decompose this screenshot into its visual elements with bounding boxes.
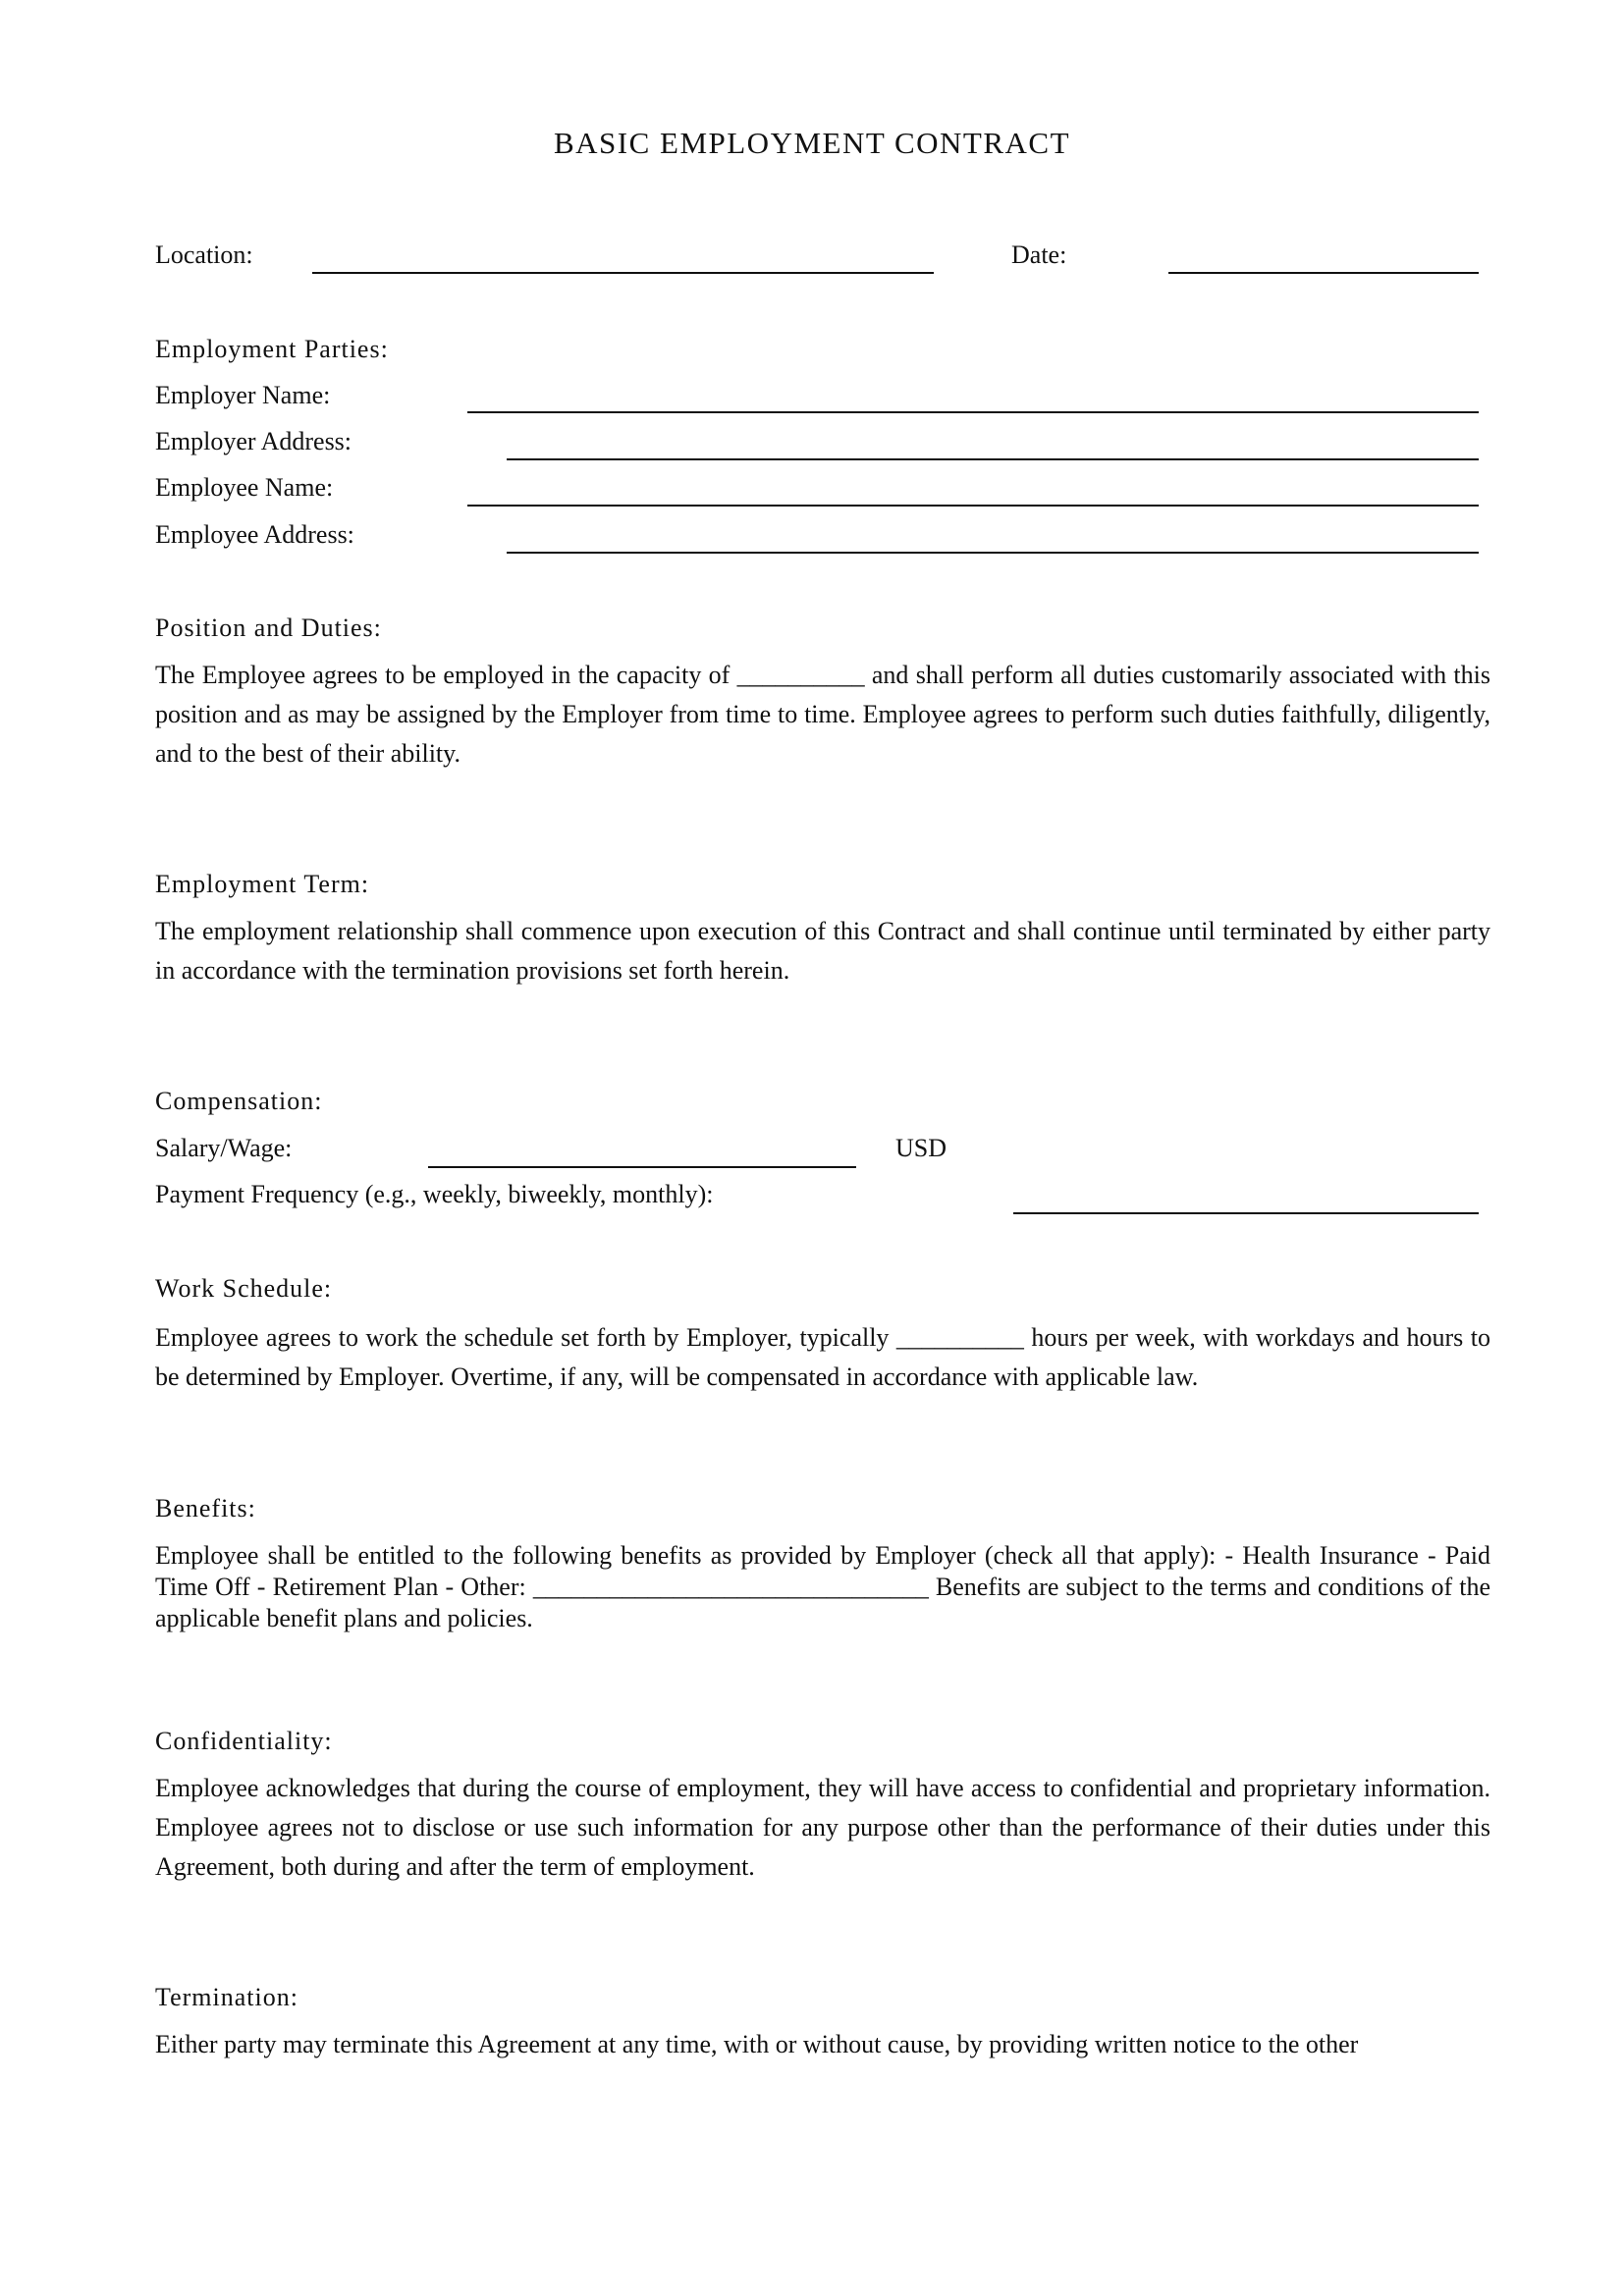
termination-heading: Termination: xyxy=(155,1983,298,2011)
term-text: The employment relationship shall commence upon execution of this Contract and shall continue until terminated by either party in accordance with the termination provisions set forth herein. xyxy=(155,917,1490,985)
employer-name-field-line[interactable] xyxy=(467,411,1479,413)
salary-field-line[interactable] xyxy=(428,1166,856,1168)
termination-text: Either party may terminate this Agreement at any time, with or without cause, by providing written notice to the other xyxy=(155,2030,1359,2058)
confidentiality-text: Employee acknowledges that during the course of employment, they will have access to confidential and proprietary information. Employee agrees not to disclose or use such information for any purpose other than the performance of their duties under this Agreement, both during and after the term of employment. xyxy=(155,1774,1490,1881)
employee-name-label: Employee Name: xyxy=(155,473,334,502)
payment-frequency-field-line[interactable] xyxy=(1013,1212,1479,1214)
location-label: Location: xyxy=(155,240,253,269)
schedule-text: Employee agrees to work the schedule set forth by Employer, typically __________ hours per week, with workdays and hours to be determined by Employer. Overtime, if any, will be compensated in accordance with applicable law. xyxy=(155,1323,1490,1391)
position-text: The Employee agrees to be employed in the capacity of __________ and shall perform all duties customarily associated with this position and as may be assigned by the Employer from time to time. Employee agrees to perform such duties faithfully, diligently, and to the best of their ability. xyxy=(155,661,1490,768)
compensation-heading: Compensation: xyxy=(155,1087,323,1115)
employee-name-field-line[interactable] xyxy=(467,505,1479,507)
employer-name-label: Employer Name: xyxy=(155,381,331,409)
parties-heading: Employment Parties: xyxy=(155,335,389,363)
payment-frequency-label: Payment Frequency (e.g., weekly, biweekly, monthly): xyxy=(155,1180,714,1208)
employee-address-label: Employee Address: xyxy=(155,520,354,549)
currency-label: USD xyxy=(895,1134,947,1162)
employee-address-field-line[interactable] xyxy=(507,552,1479,554)
schedule-heading: Work Schedule: xyxy=(155,1274,333,1303)
term-heading: Employment Term: xyxy=(155,870,370,898)
date-label: Date: xyxy=(1011,240,1067,269)
salary-label: Salary/Wage: xyxy=(155,1134,293,1162)
position-heading: Position and Duties: xyxy=(155,614,382,642)
date-field-line[interactable] xyxy=(1168,272,1479,274)
location-field-line[interactable] xyxy=(312,272,934,274)
benefits-text: Employee shall be entitled to the following benefits as provided by Employer (check all that apply): - Health Insurance - Paid Time Off - Retirement Plan - Other: _______________________________ Benefits are subject to the terms and conditions of the applicable benefit plans and policies. xyxy=(155,1541,1490,1632)
benefits-heading: Benefits: xyxy=(155,1494,256,1522)
employer-address-field-line[interactable] xyxy=(507,458,1479,460)
document-title: BASIC EMPLOYMENT CONTRACT xyxy=(553,126,1071,160)
confidentiality-heading: Confidentiality: xyxy=(155,1727,333,1755)
employer-address-label: Employer Address: xyxy=(155,427,352,455)
